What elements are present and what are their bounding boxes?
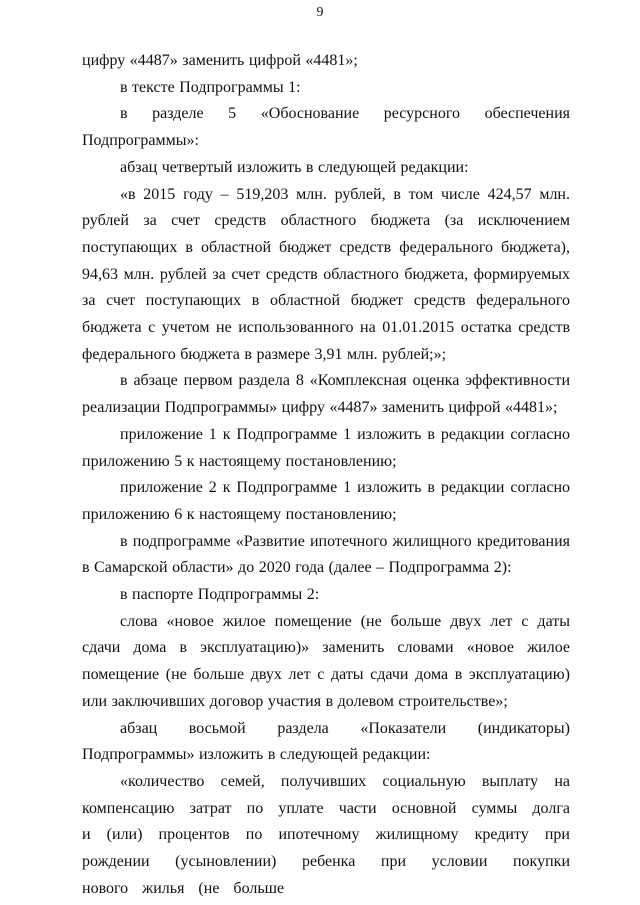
paragraph-12: абзац восьмой раздела «Показатели (индикаторы) Подпрограммы» изложить в следующей редакции: bbox=[82, 719, 570, 764]
paragraph-11: слова «новое жилое помещение (не больше двух лет с даты сдачи дома в эксплуатацию)» заменить словами «новое жилое помещение (не больше двух лет с даты сдачи дома в эксплуатацию) или заключивших договор участия в долевом строительстве»; bbox=[82, 612, 570, 710]
paragraph-1: цифру «4487» заменить цифрой «4481»; bbox=[82, 52, 358, 69]
paragraph-7: приложение 1 к Подпрограмме 1 изложить в редакции согласно приложению 5 к настоящему постановлению; bbox=[82, 425, 570, 470]
paragraph-2: в тексте Подпрограммы 1: bbox=[120, 78, 301, 96]
page-number: 9 bbox=[316, 5, 324, 20]
document-body bbox=[82, 48, 570, 903]
paragraph-9: в подпрограмме «Развитие ипотечного жилищного кредитования в Самарской области» до 2020 года (далее – Подпрограмма 2): bbox=[82, 532, 570, 577]
paragraph-3: в разделе 5 «Обоснование ресурсного обеспечения Подпрограммы»: bbox=[82, 105, 570, 150]
paragraph-13: «количество семей, получивших социальную выплату на компенсацию затрат по уплате части основной суммы долга и (или) процентов по ипотечному жилищному кредиту при рождении (усыновлении) ребенка при условии покупки нового жилья (не больше bbox=[82, 772, 570, 897]
paragraph-4: абзац четвертый изложить в следующей редакции: bbox=[120, 158, 469, 176]
paragraph-5: «в 2015 году – 519,203 млн. рублей, в том числе 424,57 млн. рублей за счет средств областного бюджета (за исключением поступающих в областной бюджет средств федерального бюджета), 94,63 млн. рублей за счет средств областного бюджета, формируемых за счет поступающих в областной бюджет средств федерального бюджета с учетом не использованного на 01.01.2015 остатка средств федерального бюджета в размере 3,91 млн. рублей;»; bbox=[82, 185, 570, 363]
paragraph-6: в абзаце первом раздела 8 «Комплексная оценка эффективности реализации Подпрограммы» цифру «4487» заменить цифрой «4481»; bbox=[82, 372, 570, 417]
paragraph-8: приложение 2 к Подпрограмме 1 изложить в редакции согласно приложению 6 к настоящему постановлению; bbox=[82, 479, 570, 523]
paragraph-10: в паспорте Подпрограммы 2: bbox=[120, 586, 320, 604]
